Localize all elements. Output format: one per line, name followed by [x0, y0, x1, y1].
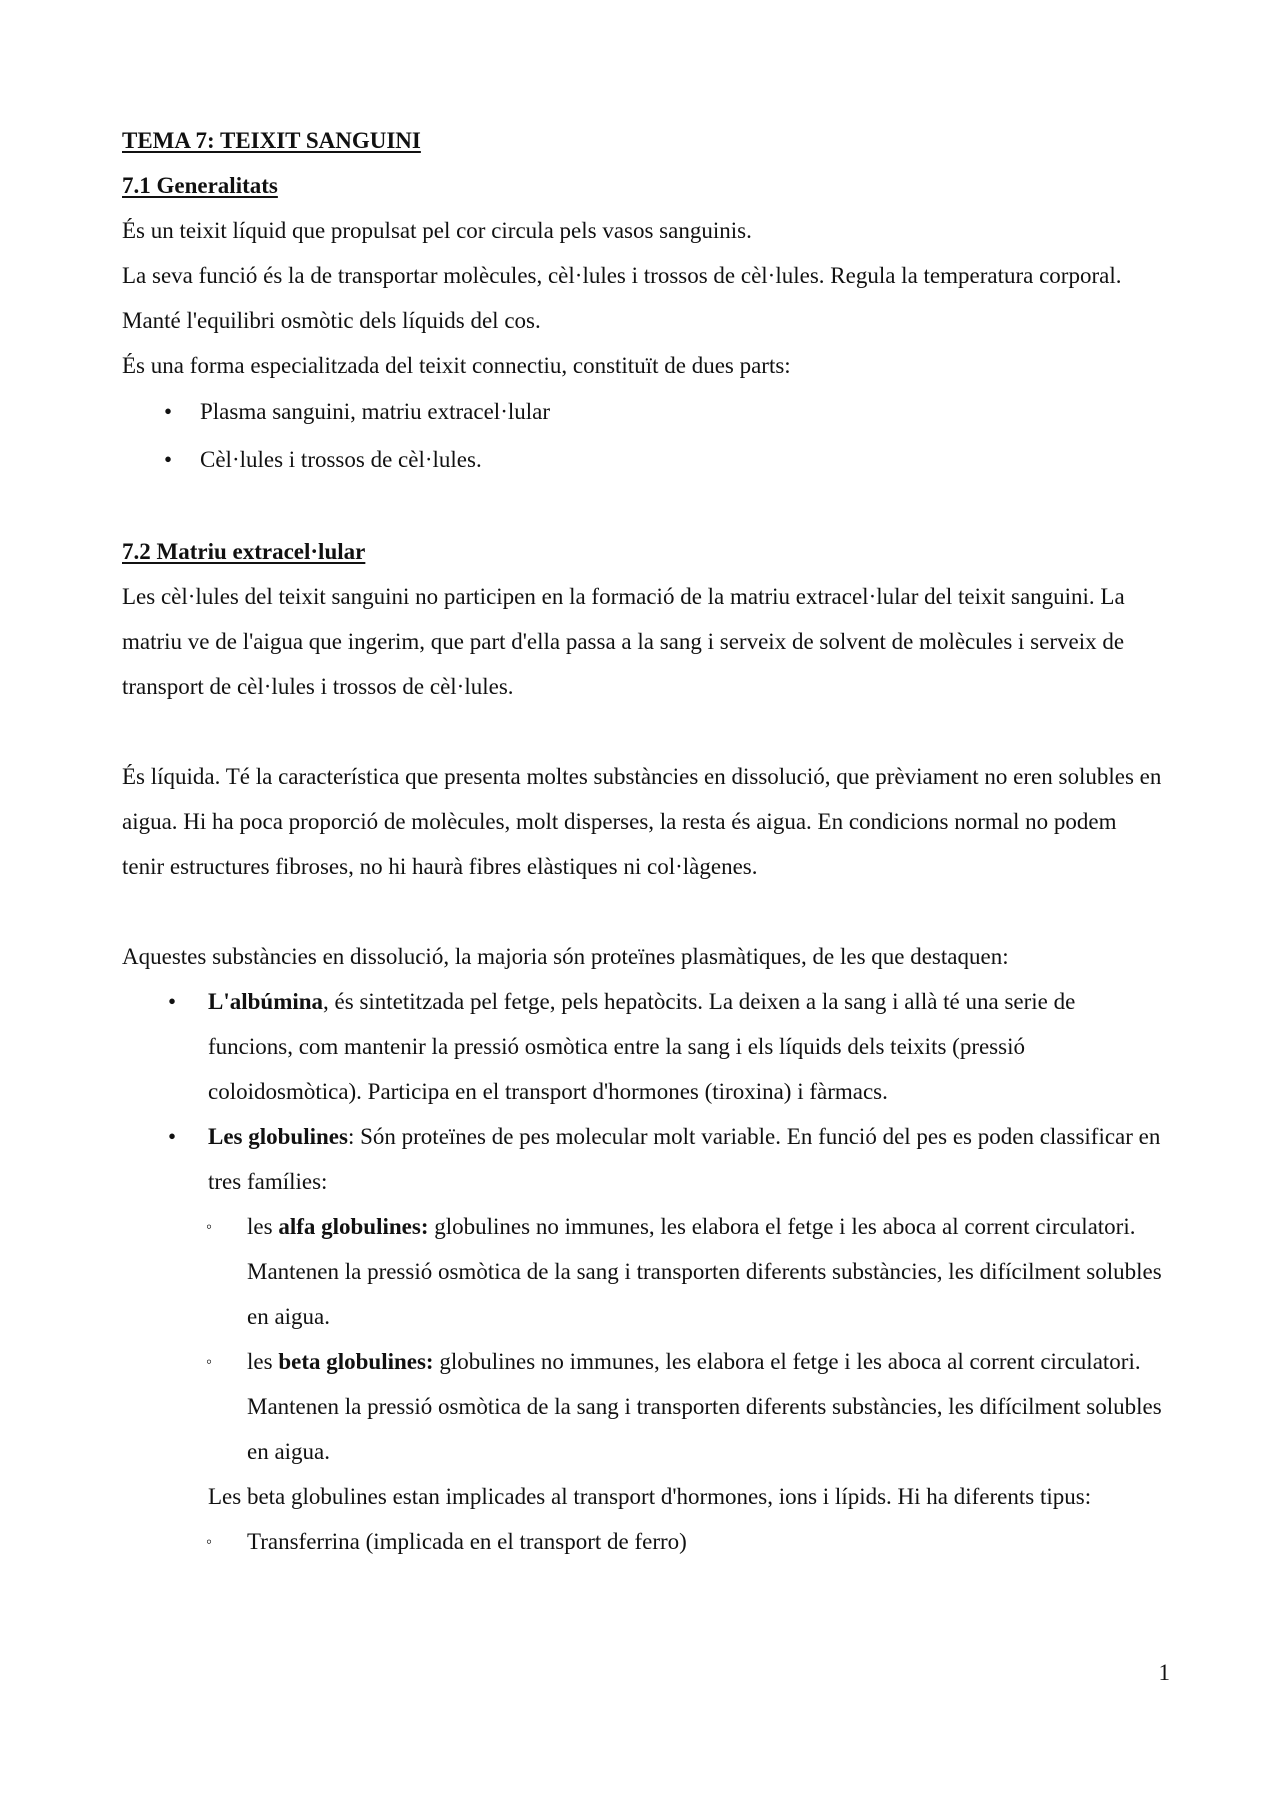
section-heading-generalitats: 7.1 Generalitats [122, 173, 278, 198]
beta-prefix: les [247, 1349, 279, 1374]
section-heading-matriu: 7.2 Matriu extracel·lular [122, 539, 366, 564]
list-item [122, 436, 1162, 484]
beta-description: globulines no immunes, les elabora el fetge i les aboca al corrent circulatori. Mantenen la pressió osmòtica de la sang i transporten diferents substàncies, les difícilment solubles en aigua. [247, 1349, 1162, 1464]
document-content [122, 118, 1162, 1564]
paragraph: És una forma especialitzada del teixit connectiu, constituït de dues parts: [122, 353, 791, 378]
document-title: TEMA 7: TEIXIT SANGUINI [122, 128, 421, 153]
list-item-text: Plasma sanguini, matriu extracel·lular [200, 399, 550, 424]
parts-list [122, 388, 1162, 484]
list-item-alfa [122, 1204, 1162, 1339]
paragraph: És líquida. Té la característica que presenta moltes substàncies en dissolució, que prèviament no eren solubles en aigua. Hi ha poca proporció de molècules, molt disperses, la resta és aigua. En condicions normal no podem tenir estructures fibroses, no hi haurà fibres elàstiques ni col·làgenes. [122, 764, 1162, 879]
proteins-list [122, 979, 1162, 1204]
term-globulines: Les globulines [208, 1124, 348, 1149]
hollow-bullet-icon: ◦ [206, 1217, 213, 1236]
beta-types-list [122, 1519, 1162, 1564]
beta-note-paragraph: Les beta globulines estan implicades al transport d'hormones, ions i lípids. Hi ha diferents tipus: [208, 1484, 1092, 1509]
bullet-icon: • [168, 1124, 177, 1149]
bullet-icon: • [164, 447, 173, 472]
list-item-beta [122, 1339, 1162, 1474]
hollow-bullet-icon: ◦ [206, 1352, 213, 1371]
paragraph: La seva funció és la de transportar molècules, cèl·lules i trossos de cèl·lules. Regula la temperatura corporal. Manté l'equilibri osmòtic dels líquids del cos. [122, 263, 1122, 333]
paragraph: Aquestes substàncies en dissolució, la majoria són proteïnes plasmàtiques, de les que destaquen: [122, 944, 1009, 969]
list-item-albumina [122, 979, 1162, 1114]
blank-line [122, 889, 1162, 934]
page-number: 1 [1158, 1660, 1170, 1685]
hollow-bullet-icon: ◦ [206, 1532, 213, 1551]
list-item [122, 388, 1162, 436]
transferrina-text: Transferrina (implicada en el transport de ferro) [247, 1529, 687, 1554]
term-beta-globulines: beta globulines: [278, 1349, 434, 1374]
term-alfa-globulines: alfa globulines: [278, 1214, 429, 1239]
bullet-icon: • [168, 989, 177, 1014]
paragraph: Les cèl·lules del teixit sanguini no participen en la formació de la matriu extracel·lular del teixit sanguini. La matriu ve de l'aigua que ingerim, que part d'ella passa a la sang i serveix de solvent de molècules i serveix de transport de cèl·lules i trossos de cèl·lules. [122, 584, 1125, 699]
alfa-prefix: les [247, 1214, 279, 1239]
globulines-description: : Són proteïnes de pes molecular molt variable. En funció del pes es poden classificar en tres famílies: [208, 1124, 1161, 1194]
globulines-sublist [122, 1204, 1162, 1474]
list-item-text: Cèl·lules i trossos de cèl·lules. [200, 447, 482, 472]
albumina-description: , és sintetitzada pel fetge, pels hepatòcits. La deixen a la sang i allà té una serie de funcions, com mantenir la pressió osmòtica entre la sang i els líquids dels teixits (pressió coloidosmòtica). Participa en el transport d'hormones (tiroxina) i fàrmacs. [208, 989, 1076, 1104]
blank-line [122, 484, 1162, 529]
term-albumina: L'albúmina [208, 989, 324, 1014]
list-item-transferrina [122, 1519, 1162, 1564]
paragraph: És un teixit líquid que propulsat pel cor circula pels vasos sanguinis. [122, 218, 752, 243]
list-item-globulines [122, 1114, 1162, 1204]
alfa-description: globulines no immunes, les elabora el fetge i les aboca al corrent circulatori. Mantenen la pressió osmòtica de la sang i transporten diferents substàncies, les difícilment solubles en aigua. [247, 1214, 1162, 1329]
blank-line [122, 709, 1162, 754]
bullet-icon: • [164, 399, 173, 424]
